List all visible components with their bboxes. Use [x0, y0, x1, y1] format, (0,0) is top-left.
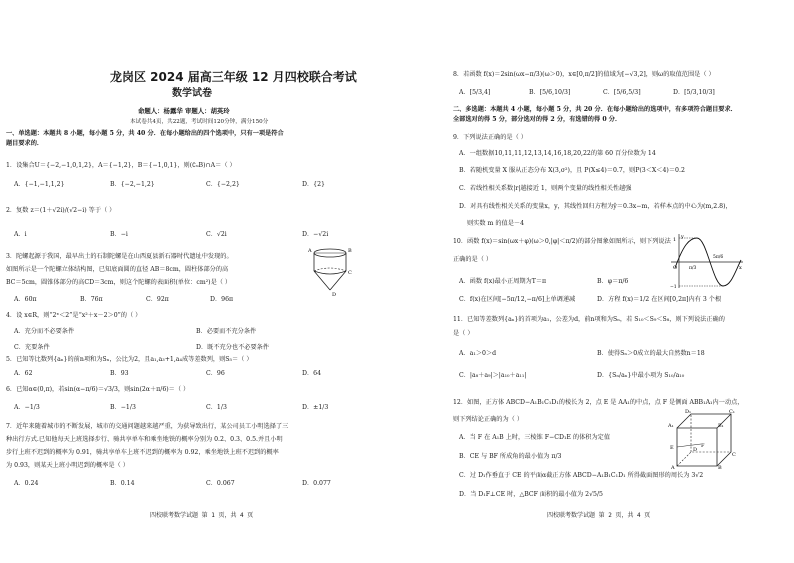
q2-option-b: B．−i [110, 231, 128, 238]
q3-option-d: D．96π [210, 296, 234, 303]
question-10-line-1: 10．函数 f(x)＝sin(ωx＋φ)(ω＞0,|φ|＜π/2)的部分图象如图所示，则下列说法 [453, 238, 671, 245]
q12-option-a: A．当 F 在 A₁B 上时，三棱锥 F−CD₁E 的体积为定值 [459, 434, 611, 441]
q10-option-d: D．方程 f(x)＝1/2 在区间[0,2π]内有 3 个根 [597, 296, 722, 303]
q9-option-d-line-1: D．对具有线性相关关系的变量x，y，其线性回归方程为ŷ＝0.3x−m，若样本点的中心为(m,2.8)， [459, 203, 732, 210]
cube-label-c1: C₁ [729, 409, 735, 415]
cube-label-a1: A₁ [668, 423, 674, 429]
question-10-line-2: 正确的是（ ） [453, 256, 493, 263]
q4-option-a: A．充分而不必要条件 [14, 328, 75, 335]
cube-label-d: D [693, 447, 698, 453]
q11-option-d: D．{Sₙ/aₙ}中最小项为 S₁₀/a₁₀ [597, 372, 685, 379]
q1-option-c: C．{−2,2} [206, 181, 240, 188]
q10-option-b: B．φ＝π/6 [597, 278, 629, 285]
q1-option-b: B．{−2,−1,2} [110, 181, 155, 188]
q6-option-c: C．1/3 [206, 404, 227, 411]
cube-label-d1: D₁ [685, 409, 692, 415]
q11-option-b: B．使得Sₙ＞0成立的最大自然数n＝18 [597, 350, 705, 357]
spinning-top-figure [308, 246, 356, 300]
q12-option-d: D．当 D₁F⊥CE 时，△BCF 面积的最小值为 2√5/5 [459, 491, 603, 498]
section-1-heading-cont: 题目要求的． [6, 140, 44, 147]
question-2: 2．复数 z＝(1＋√2i)/(√2−i) 等于（ ） [6, 207, 116, 214]
q3-option-a: A．60π [14, 296, 37, 303]
instructions: 本试卷共4页，共22题，考试时间120分钟，满分150分 [130, 119, 269, 125]
q3-option-b: B．76π [80, 296, 103, 303]
question-3-line-2: 如图所示是一个陀螺立体结构图，已知底面圆的直径 AB＝8cm，圆柱体部分的高 [6, 266, 229, 273]
q4-option-c: C．充要条件 [14, 344, 50, 351]
q1-option-a: A．{−1,−1,1,2} [14, 181, 65, 188]
q3-option-c: C．92π [146, 296, 169, 303]
q6-option-d: D．±1/3 [302, 404, 329, 411]
fig-label-c: C [348, 270, 352, 276]
fig-label-d: D [332, 292, 337, 298]
q2-option-a: A．i [14, 231, 27, 238]
q5-option-b: B．93 [110, 370, 129, 377]
sine-graph-figure [669, 232, 745, 290]
q2-option-c: C．√2i [206, 231, 227, 238]
cube-figure [667, 408, 739, 470]
question-3-line-3: BC＝5cm，圆锥体部分的高CD＝3cm，则这个陀螺的表面积(单位：cm²)是（ ） [6, 279, 232, 286]
exam-subtitle: 数学试卷 [172, 88, 212, 99]
cube-label-c: C [732, 452, 736, 458]
question-11-line-2: 是（ ） [453, 330, 474, 337]
question-1: 1．设集合U＝{−2,−1,0,1,2}，A＝{−1,2}，B＝{−1,0,1}，则(∁ᵤB)∩A＝（ ） [6, 162, 236, 169]
q11-option-c: C．|a₈＋a₉|＞|a₁₀＋a₁₁| [459, 372, 527, 379]
q7-option-c: C．0.067 [206, 480, 235, 487]
section-2-heading-cont: 全部选对的得 5 分，部分选对的得 2 分，有选错的得 0 分． [453, 116, 622, 123]
question-3-line-1: 3．陀螺起源于我国，最早出土的石制陀螺是在山西夏县新石器时代遗址中发现的。 [6, 253, 233, 260]
section-1-heading: 一、单选题：本题共 8 小题，每小题 5 分，共 40 分．在每小题给出的四个选项中，只有一项是符合 [6, 130, 284, 137]
q8-option-a: A．[5/3,4] [459, 89, 491, 96]
question-6: 6．已知α∈(0,π)，若sin(α−π/6)＝√3/3，则sin(2α＋π/6)＝（ ） [6, 386, 190, 393]
question-7-line-2: 种出行方式.已知他每天上班选择步行、骑共享单车和乘坐地铁的概率分别为 0.2、0.3、0.5.并且小明 [6, 436, 283, 443]
graph-label-pi-3: π/3 [689, 266, 697, 271]
question-9: 9．下列说法正确的是（ ） [453, 134, 527, 141]
graph-label-one: 1 [673, 237, 677, 243]
cube-label-a: A [671, 465, 675, 470]
q4-option-b: B．必要而不充分条件 [196, 328, 257, 335]
question-7-line-3: 步行上班不迟到的概率为 0.91，骑共享单车上班不迟到的概率为 0.92，乘坐地铁上班不迟到的概率 [6, 449, 279, 456]
fig-label-b: B [348, 248, 352, 254]
question-4: 4．设 x∈R，则“2ˣ＜2”是“x²＋x－2＞0”的（ ） [6, 312, 142, 319]
q5-option-d: D．64 [302, 370, 322, 377]
question-7-line-4: 为 0.93，则某天上班小明迟到的概率是（ ） [6, 462, 129, 469]
q12-option-b: B．CE 与 BF 所成角的最小值为 π/3 [459, 453, 562, 460]
question-5: 5．已知等比数列{aₙ}的前n项和为Sₙ，公比为2，且a₁,a₃+1,a₄成等差数列，则S₅＝（ ） [6, 356, 253, 363]
graph-label-origin: O [673, 265, 678, 271]
graph-label-y: y [681, 234, 684, 240]
q7-option-d: D．0.077 [302, 480, 331, 487]
q8-option-b: B．[5/6,10/3] [529, 89, 571, 96]
page-2-footer: 四校联考数学试题 第 2 页，共 4 页 [547, 512, 651, 519]
q9-option-a: A．一组数据10,11,11,12,13,14,16,18,20,22的第 60 百分位数为 14 [459, 150, 656, 157]
cube-label-b: B [718, 465, 722, 470]
q9-option-d-line-2: 则实数 m 的值是－4 [467, 220, 525, 227]
question-12-line-1: 12．如图，正方体 ABCD−A₁B₁C₁D₁的棱长为 2，点 E 是 AA₁的中点，点 F 是侧面 ABB₁A₁内一动点， [453, 399, 744, 406]
page-1-footer: 四校联考数学试题 第 1 页，共 4 页 [150, 512, 254, 519]
cube-label-e: E [670, 445, 674, 451]
cube-label-f: F [701, 443, 705, 449]
exam-title: 龙岗区 2024 届高三年级 12 月四校联合考试 [110, 70, 357, 84]
authors: 命题人：杨露华 审题人：胡英玲 [138, 107, 230, 115]
cube-label-b1: B₁ [718, 423, 724, 429]
q8-option-d: D．[5/3,10/3] [673, 89, 715, 96]
q10-option-c: C．f(x)在区间[−5π/12,−π/6]上单调递减 [459, 296, 576, 303]
q7-option-b: B．0.14 [110, 480, 135, 487]
section-2-heading: 二、多选题：本题共 4 小题，每小题 5 分，共 20 分．在每小题给出的选项中，有多项符合题目要求． [453, 106, 737, 113]
q4-option-d: D．既不充分也不必要条件 [196, 344, 270, 351]
q9-option-c: C．若线性相关系数|r|越接近 1，则两个变量的线性相关性越强 [459, 185, 632, 192]
exam-page-2 [397, 0, 794, 563]
q5-option-c: C．96 [206, 370, 225, 377]
question-7-line-1: 7．近年来随着城市的不断发展，城市的交通问题越来越严重，为获导致出行，某公司员工小明选择了三 [6, 423, 289, 430]
graph-label-neg-one: −1 [670, 285, 677, 290]
q2-option-d: D．−√2i [302, 231, 329, 238]
question-12-line-2: 则下列结论正确的为（ ） [453, 416, 524, 423]
q11-option-a: A．a₁＞0＞d [459, 350, 497, 357]
q9-option-b: B．若随机变量 X 服从正态分布 X(3,σ²)，且 P(X≤4)＝0.7，则P(3＜X＜4)＝0.2 [459, 167, 685, 174]
q8-option-c: C．[5/6,5/3] [603, 89, 641, 96]
question-8: 8．若函数 f(x)＝2sin(ωx−π/3)(ω＞0)，x∈[0,π/2]的值域为[−√3,2]，则ω的取值范围是（ ） [453, 71, 715, 78]
fig-label-a: A [308, 248, 312, 254]
q1-option-d: D．{2} [302, 181, 325, 188]
q12-option-c: C．过 D₁作垂直于 CE 的平面α截正方体 ABCD−A₁B₁C₁D₁ 所得截面图形的周长为 3√2 [459, 472, 704, 479]
q5-option-a: A．62 [14, 370, 33, 377]
graph-label-x: x [739, 265, 742, 271]
q10-option-a: A．函数 f(x)最小正周期为T＝π [459, 278, 547, 285]
question-11-line-1: 11．已知等差数列{aₙ}的首项为a₁，公差为d，前n项和为Sₙ，若 S₁₀＜S₉＜S₈，则下列说法正确的 [453, 316, 725, 323]
q6-option-b: B．−1/3 [110, 404, 136, 411]
graph-label-5pi-6: 5π/6 [713, 255, 724, 260]
q7-option-a: A．0.24 [14, 480, 39, 487]
q6-option-a: A．−1/3 [14, 404, 40, 411]
